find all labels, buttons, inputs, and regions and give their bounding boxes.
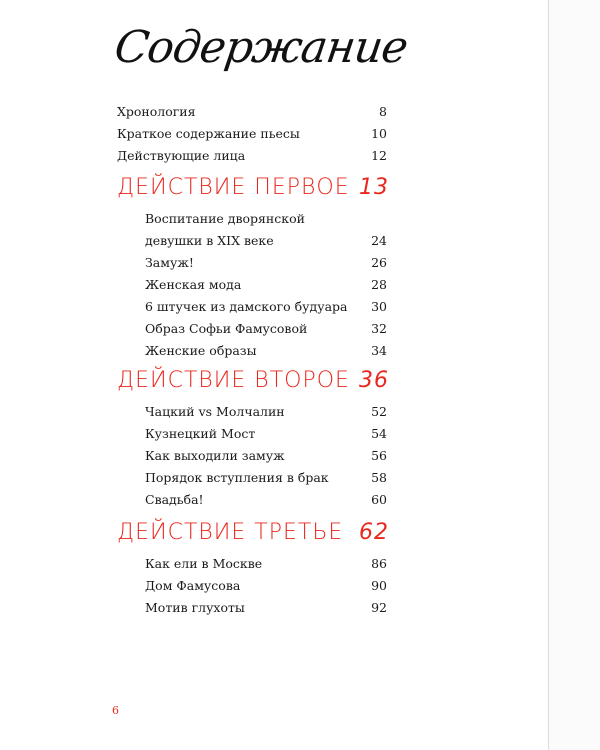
- entry-title: Замуж!: [145, 255, 194, 270]
- page-edge: [548, 0, 600, 750]
- toc-entry[interactable]: [145, 470, 387, 490]
- toc-entry[interactable]: [145, 343, 387, 363]
- entry-title: Хронология: [117, 104, 196, 119]
- toc-entry[interactable]: [145, 321, 387, 341]
- toc-entry[interactable]: [117, 126, 387, 146]
- section-heading[interactable]: [117, 520, 389, 548]
- entry-title: Женская мода: [145, 277, 242, 292]
- entry-title: 6 штучек из дамского будуара: [145, 299, 348, 314]
- toc-entry[interactable]: [117, 148, 387, 168]
- entry-title: Как ели в Москве: [145, 556, 263, 571]
- entry-title: Дом Фамусова: [145, 578, 241, 593]
- toc-entry[interactable]: [145, 426, 387, 446]
- entry-title: ДЕЙСТВИЕ ПЕРВОЕ: [117, 175, 350, 200]
- entry-page: 56: [371, 448, 387, 463]
- entry-page: 90: [371, 578, 387, 593]
- toc-entry[interactable]: [145, 233, 387, 253]
- section-heading[interactable]: [117, 175, 389, 203]
- entry-page: 32: [371, 321, 387, 336]
- toc-entry[interactable]: [145, 404, 387, 424]
- entry-page: 60: [371, 492, 387, 507]
- toc-entry[interactable]: [145, 556, 387, 576]
- section-heading[interactable]: [117, 368, 389, 396]
- entry-title: Образ Софьи Фамусовой: [145, 321, 308, 336]
- entry-page: 52: [371, 404, 387, 419]
- entry-title: Свадьба!: [145, 492, 204, 507]
- entry-title: Краткое содержание пьесы: [117, 126, 300, 141]
- toc-entry[interactable]: [145, 277, 387, 297]
- entry-title: Как выходили замуж: [145, 448, 285, 463]
- entry-title: Действующие лица: [117, 148, 246, 163]
- toc-entry[interactable]: [145, 255, 387, 275]
- entry-title: Воспитание дворянской: [145, 211, 305, 226]
- page-number: 6: [112, 704, 119, 717]
- entry-page: 54: [371, 426, 387, 441]
- toc-entry[interactable]: [145, 578, 387, 598]
- entry-page: 92: [371, 600, 387, 615]
- toc-entry[interactable]: [145, 492, 387, 512]
- toc-entry[interactable]: [145, 299, 387, 319]
- page-title: Содержание: [111, 22, 411, 73]
- toc-entry[interactable]: [117, 104, 387, 124]
- entry-page: 34: [371, 343, 387, 358]
- entry-title: ДЕЙСТВИЕ ТРЕТЬЕ: [117, 520, 344, 545]
- entry-page: 10: [371, 126, 387, 141]
- toc-entry[interactable]: [145, 211, 387, 231]
- entry-page: 13: [359, 175, 389, 200]
- toc-entry[interactable]: [145, 600, 387, 620]
- entry-page: 24: [371, 233, 387, 248]
- entry-page: 28: [371, 277, 387, 292]
- entry-page: 8: [379, 104, 387, 119]
- entry-page: 26: [371, 255, 387, 270]
- entry-page: 58: [371, 470, 387, 485]
- toc-entry[interactable]: [145, 448, 387, 468]
- entry-title: Женские образы: [145, 343, 257, 358]
- entry-title: Чацкий vs Молчалин: [145, 404, 285, 419]
- entry-title: девушки в XIX веке: [145, 233, 274, 248]
- entry-page: 30: [371, 299, 387, 314]
- entry-page: 86: [371, 556, 387, 571]
- entry-page: 36: [359, 368, 389, 393]
- entry-page: 62: [359, 520, 389, 545]
- entry-page: 12: [371, 148, 387, 163]
- entry-title: ДЕЙСТВИЕ ВТОРОЕ: [117, 368, 350, 393]
- entry-title: Мотив глухоты: [145, 600, 245, 615]
- entry-title: Порядок вступления в брак: [145, 470, 329, 485]
- entry-title: Кузнецкий Мост: [145, 426, 256, 441]
